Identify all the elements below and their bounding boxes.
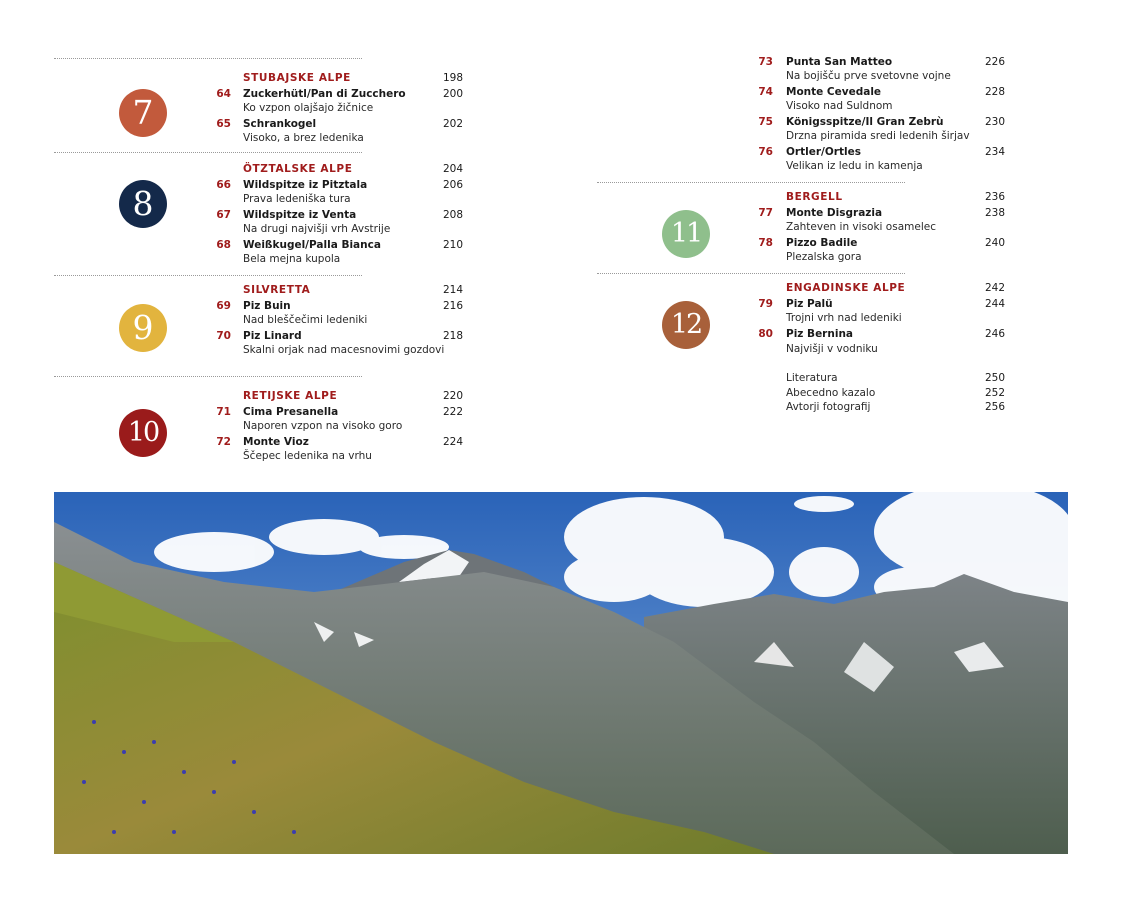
route-number: 65 (216, 118, 231, 130)
route-title[interactable]: Pizzo Badile (786, 237, 858, 249)
route-number: 73 (758, 56, 773, 68)
route-subtitle: Bela mejna kupola (243, 253, 341, 265)
route-page: 240 (984, 237, 1005, 249)
route-subtitle: Najvišji v vodniku (786, 343, 878, 355)
route-subtitle: Ko vzpon olajšajo žičnice (243, 102, 374, 114)
mountain-panorama-photo (54, 492, 1068, 854)
section-divider (597, 273, 905, 274)
section-badge-10: 10 (119, 409, 167, 457)
section-divider (597, 182, 905, 183)
region-page: 236 (984, 191, 1005, 203)
route-subtitle: Na bojišču prve svetovne vojne (786, 70, 951, 82)
appendix-photo-credits[interactable]: Avtorji fotografij (786, 401, 871, 413)
route-subtitle: Na drugi najvišji vrh Avstrije (243, 223, 391, 235)
route-title[interactable]: Punta San Matteo (786, 56, 893, 68)
route-subtitle: Plezalska gora (786, 251, 862, 263)
route-title[interactable]: Monte Vioz (243, 436, 309, 448)
section-divider (54, 376, 362, 377)
route-number: 77 (758, 207, 773, 219)
route-subtitle: Naporen vzpon na visoko goro (243, 420, 403, 432)
route-number: 79 (758, 298, 773, 310)
route-page: 206 (442, 179, 463, 191)
appendix-page: 250 (984, 372, 1005, 384)
route-number: 78 (758, 237, 773, 249)
route-page: 218 (442, 330, 463, 342)
route-page: 230 (984, 116, 1005, 128)
route-subtitle: Zahteven in visoki osamelec (786, 221, 936, 233)
section-badge-9: 9 (119, 304, 167, 352)
region-heading: STUBAJSKE ALPE (243, 72, 351, 84)
route-number: 70 (216, 330, 231, 342)
route-number: 72 (216, 436, 231, 448)
route-title[interactable]: Schrankogel (243, 118, 317, 130)
route-number: 67 (216, 209, 231, 221)
section-badge-8: 8 (119, 180, 167, 228)
route-title[interactable]: Zuckerhütl/Pan di Zucchero (243, 88, 406, 100)
route-number: 66 (216, 179, 231, 191)
route-number: 75 (758, 116, 773, 128)
region-page: 242 (984, 282, 1005, 294)
route-page: 246 (984, 328, 1005, 340)
route-subtitle: Trojni vrh nad ledeniki (786, 312, 902, 324)
route-number: 76 (758, 146, 773, 158)
route-number: 68 (216, 239, 231, 251)
region-heading: RETIJSKE ALPE (243, 390, 338, 402)
region-page: 220 (442, 390, 463, 402)
route-title[interactable]: Piz Palü (786, 298, 833, 310)
route-title[interactable]: Piz Bernina (786, 328, 853, 340)
route-subtitle: Velikan iz ledu in kamenja (786, 160, 923, 172)
route-page: 210 (442, 239, 463, 251)
region-heading: BERGELL (786, 191, 843, 203)
route-title[interactable]: Weißkugel/Palla Bianca (243, 239, 381, 251)
route-subtitle: Drzna piramida sredi ledenih širjav (786, 130, 970, 142)
route-page: 216 (442, 300, 463, 312)
region-heading: ÖTZTALSKE ALPE (243, 163, 353, 175)
route-page: 222 (442, 406, 463, 418)
route-subtitle: Prava ledeniška tura (243, 193, 351, 205)
route-subtitle: Nad bleščečimi ledeniki (243, 314, 368, 326)
route-title[interactable]: Wildspitze iz Pitztala (243, 179, 368, 191)
region-page: 214 (442, 284, 463, 296)
route-number: 64 (216, 88, 231, 100)
panorama-illustration (54, 492, 1068, 854)
route-number: 69 (216, 300, 231, 312)
route-page: 226 (984, 56, 1005, 68)
appendix-index[interactable]: Abecedno kazalo (786, 387, 876, 399)
section-badge-12: 12 (662, 301, 710, 349)
region-heading: SILVRETTA (243, 284, 311, 296)
route-number: 80 (758, 328, 773, 340)
section-divider (54, 152, 362, 153)
route-title[interactable]: Piz Linard (243, 330, 302, 342)
route-title[interactable]: Königsspitze/Il Gran Zebrù (786, 116, 944, 128)
route-subtitle: Ščepec ledenika na vrhu (243, 450, 372, 462)
route-title[interactable]: Cima Presanella (243, 406, 339, 418)
appendix-page: 256 (984, 401, 1005, 413)
route-page: 200 (442, 88, 463, 100)
appendix-literatura[interactable]: Literatura (786, 372, 838, 384)
route-subtitle: Skalni orjak nad macesnovimi gozdovi (243, 344, 445, 356)
route-page: 228 (984, 86, 1005, 98)
region-heading: ENGADINSKE ALPE (786, 282, 906, 294)
section-badge-7: 7 (119, 89, 167, 137)
route-number: 74 (758, 86, 773, 98)
region-page: 198 (442, 72, 463, 84)
route-page: 244 (984, 298, 1005, 310)
route-page: 234 (984, 146, 1005, 158)
section-divider (54, 275, 362, 276)
route-subtitle: Visoko, a brez ledenika (243, 132, 364, 144)
route-page: 202 (442, 118, 463, 130)
route-page: 238 (984, 207, 1005, 219)
route-subtitle: Visoko nad Suldnom (786, 100, 893, 112)
route-number: 71 (216, 406, 231, 418)
region-page: 204 (442, 163, 463, 175)
route-page: 208 (442, 209, 463, 221)
route-title[interactable]: Ortler/Ortles (786, 146, 861, 158)
appendix-page: 252 (984, 387, 1005, 399)
route-title[interactable]: Wildspitze iz Venta (243, 209, 357, 221)
route-page: 224 (442, 436, 463, 448)
section-divider (54, 58, 362, 59)
route-title[interactable]: Monte Cevedale (786, 86, 882, 98)
route-title[interactable]: Monte Disgrazia (786, 207, 883, 219)
route-title[interactable]: Piz Buin (243, 300, 291, 312)
section-badge-11: 11 (662, 210, 710, 258)
